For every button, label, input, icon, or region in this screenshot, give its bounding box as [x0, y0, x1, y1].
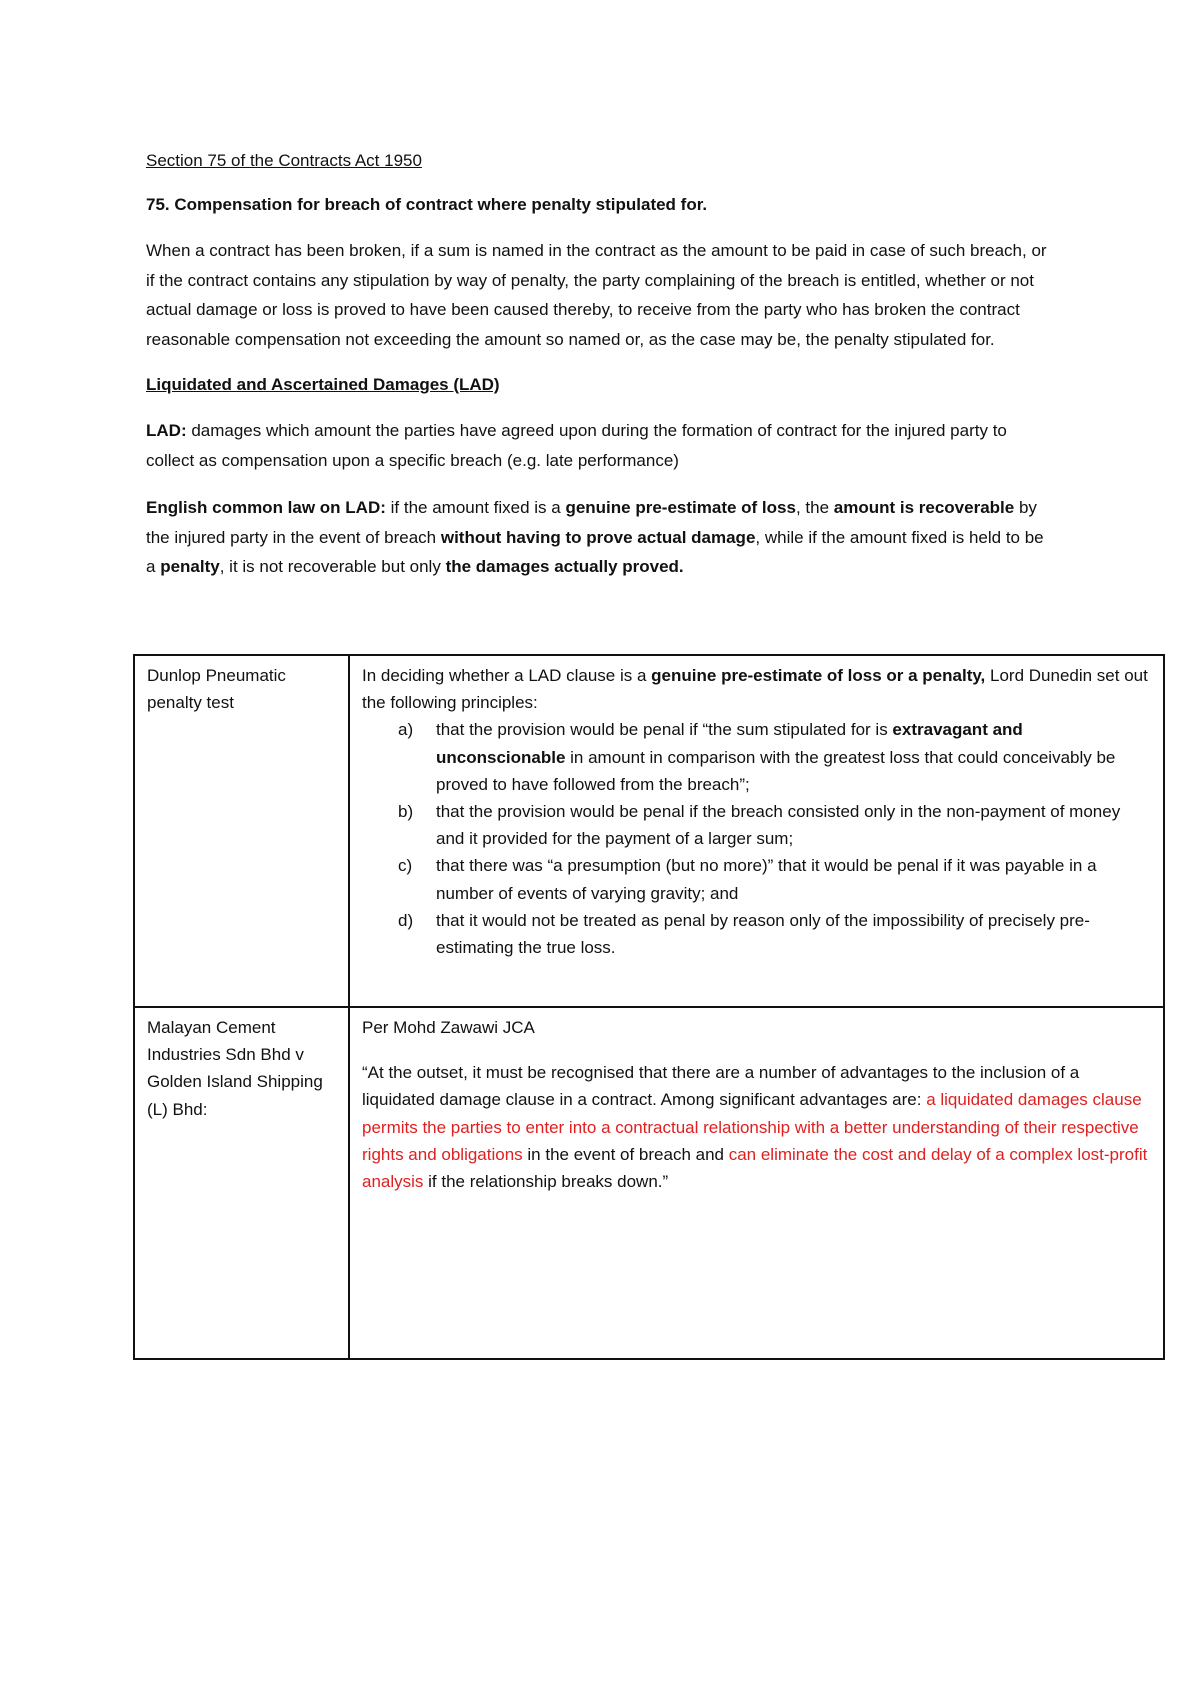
table-row: [134, 655, 1164, 1007]
text-run: if the relationship breaks down.”: [423, 1172, 669, 1192]
list-item: [362, 907, 1151, 961]
english-law-paragraph: [146, 493, 1056, 582]
spacer: [362, 1041, 1151, 1059]
principles-cell: [349, 655, 1164, 1007]
principles-list: [362, 716, 1151, 961]
case-name-cell: Malayan Cement Industries Sdn Bhd v Golden Island Shipping (L) Bhd:: [134, 1007, 349, 1359]
section-title: Section 75 of the Contracts Act 1950: [146, 151, 422, 170]
list-marker: b): [398, 802, 414, 822]
bold-run: penalty: [160, 557, 220, 576]
document-body: [146, 148, 1056, 600]
lad-definition: [146, 416, 1056, 475]
case-table: [133, 654, 1165, 1360]
bold-run: genuine pre-estimate of loss or a penalty,: [651, 666, 986, 685]
text-run: in amount in comparison with the greatest loss that could conceivably be proved to have followed from the breach”;: [436, 747, 1116, 794]
list-item: [362, 798, 1151, 852]
list-marker: c): [398, 856, 413, 876]
text-run: , the: [795, 498, 834, 517]
highlighted-run: can eliminate the cost and delay of a complex lost-profit analysis: [362, 1144, 1148, 1192]
text-run: that the provision would be penal if “the sum stipulated for is: [436, 720, 893, 740]
lad-heading: Liquidated and Ascertained Damages (LAD): [146, 375, 500, 394]
quote-cell: [349, 1007, 1164, 1359]
text-run: that the provision would be penal if the breach consisted only in the non-payment of money and it provided for the payment of a larger sum;: [436, 802, 1121, 849]
text-run: in the event of breach and: [522, 1144, 729, 1164]
text-run: that it would not be treated as penal by reason only of the impossibility of precisely pre-estimating the true loss.: [436, 910, 1090, 958]
case-name-cell: Dunlop Pneumatic penalty test: [134, 655, 349, 1007]
bold-run: extravagant and unconscionable: [436, 720, 1023, 767]
text-run: if the amount fixed is a: [385, 498, 566, 517]
highlighted-run: a liquidated damages clause permits the parties to enter into a contractual relationship with a better understanding of their respective rights and obligations: [362, 1090, 1142, 1164]
bold-run: genuine pre-estimate of loss: [565, 498, 796, 517]
table-row: [134, 1007, 1164, 1359]
text-run: Lord Dunedin set out the following principles:: [362, 666, 1148, 713]
lad-def-text: damages which amount the parties have agreed upon during the formation of contract for the injured party to collect as compensation upon a specific breach (e.g. late performance): [146, 421, 1007, 470]
text-run: that there was “a presumption (but no more)” that it would be penal if it was payable in a number of events of varying gravity; and: [436, 856, 1097, 903]
judge-attribution: Per Mohd Zawawi JCA: [362, 1018, 535, 1037]
text-run: “At the outset, it must be recognised that there are a number of advantages to the inclusion of a liquidated damage clause in a contract. Among significant advantages are:: [362, 1063, 1080, 1110]
english-law-label: English common law on LAD:: [146, 498, 386, 517]
bold-run: without having to prove actual damage: [440, 527, 756, 547]
text-run: , while if the amount fixed is held to be a: [146, 527, 1044, 576]
list-marker: a): [398, 720, 414, 740]
list-item: [362, 852, 1151, 906]
bold-run: the damages actually proved.: [445, 557, 684, 576]
list-item: [362, 716, 1151, 798]
text-run: by the injured party in the event of breach: [146, 498, 1037, 547]
judgment-quote: [362, 1059, 1151, 1195]
list-marker: d): [398, 910, 414, 930]
bold-run: amount is recoverable: [833, 498, 1015, 517]
text-run: , it is not recoverable but only: [219, 557, 446, 576]
section-heading: 75. Compensation for breach of contract where penalty stipulated for.: [146, 195, 708, 214]
lad-def-label: LAD:: [146, 421, 187, 440]
text-run: In deciding whether a LAD clause is a: [362, 666, 652, 685]
principles-intro: [362, 662, 1151, 716]
section-body: When a contract has been broken, if a sum is named in the contract as the amount to be paid in case of such breach, or if the contract contains any stipulation by way of penalty, the party complaining of the breach is entitled, whether or not actual damage or loss is proved to have been caused thereby, to receive from the party who has broken the contract reasonable compensation not exceeding the amount so named or, as the case may be, the penalty stipulated for.: [146, 241, 1047, 349]
